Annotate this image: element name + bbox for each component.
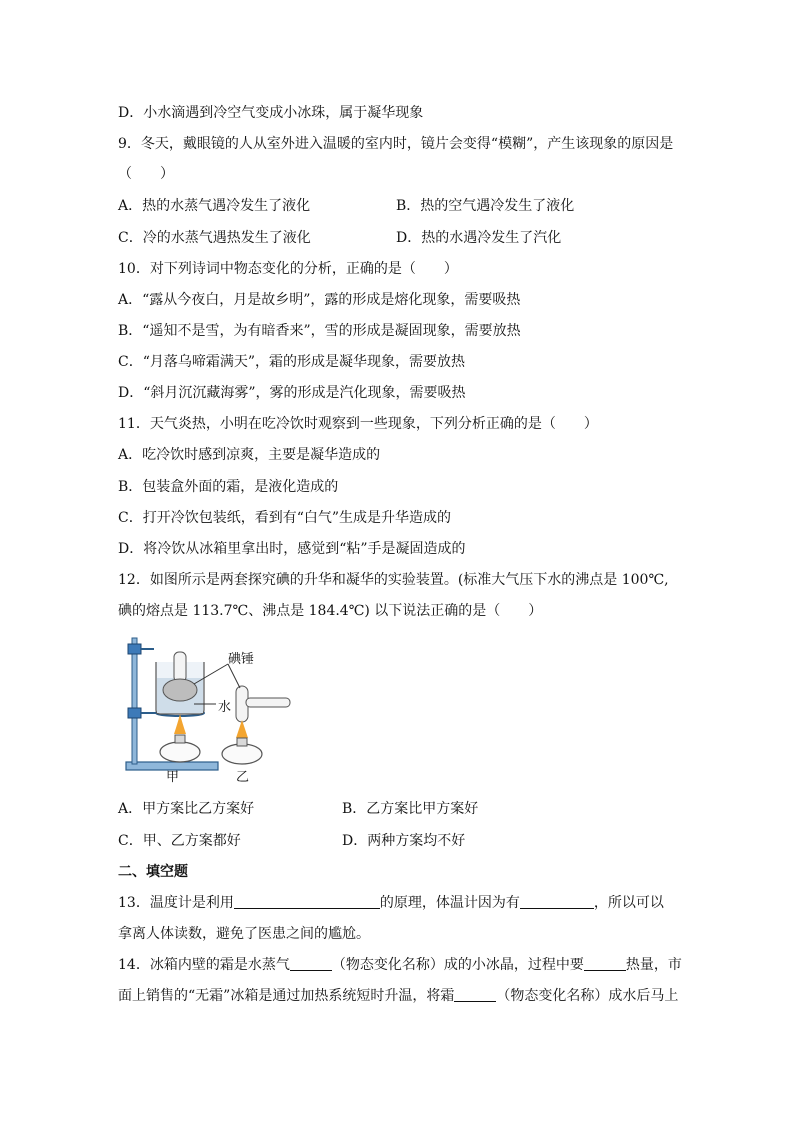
q9-option-c: C．冷的水蒸气遇热发生了液化 xyxy=(118,230,311,246)
iodine-hammer-bulb xyxy=(163,679,197,701)
q13-line1 xyxy=(118,893,664,913)
q14-blank-3 xyxy=(454,987,496,1002)
q13-part1: 13．温度计是利用 xyxy=(118,895,234,911)
q12-stem-line2: 碘的熔点是 113.7℃、沸点是 184.4℃) 以下说法正确的是（ ） xyxy=(118,603,543,619)
q12-option-b: B．乙方案比甲方案好 xyxy=(342,801,479,817)
q9-option-a: A．热的水蒸气遇冷发生了液化 xyxy=(118,198,311,214)
top-clamp xyxy=(128,644,141,654)
q14-part1: 14．冰箱内壁的霜是水蒸气 xyxy=(118,957,290,973)
q14-line2-part1: 面上销售的“无霜”冰箱是通过加热系统短时升温，将霜 xyxy=(118,988,455,1004)
label-water: 水 xyxy=(218,700,232,715)
q14-part3: 热量，市 xyxy=(625,957,682,973)
q13-line2: 拿离人体读数，避免了医患之间的尴尬。 xyxy=(118,926,370,942)
q12-option-c: C．甲、乙方案都好 xyxy=(118,833,241,849)
q14-line2-part2: （物态变化名称）成水后马上 xyxy=(496,988,679,1004)
label-jia: 甲 xyxy=(166,770,180,785)
q12-stem-line1: 12．如图所示是两套探究碘的升华和凝华的实验装置。(标准大气压下水的沸点是 100℃, xyxy=(118,572,669,588)
q14-blank-1 xyxy=(290,956,332,971)
flame-right xyxy=(236,720,248,738)
lamp-neck-right xyxy=(237,738,247,746)
label-iodine-hammer: 碘锤 xyxy=(228,652,255,667)
q10-option-a: A．“露从今夜白，月是故乡明”，露的形成是熔化现象，需要吸热 xyxy=(118,292,521,308)
q9-option-d: D．热的水遇冷发生了汽化 xyxy=(396,230,562,246)
q11-stem: 11．天气炎热，小明在吃冷饮时观察到一些现象，下列分析正确的是（ ） xyxy=(118,416,598,432)
q12-option-d: D．两种方案均不好 xyxy=(342,833,466,849)
q12-option-a: A．甲方案比乙方案好 xyxy=(118,801,255,817)
q14-blank-2 xyxy=(584,956,626,971)
apparatus-figure xyxy=(118,634,298,784)
q13-part3: ，所以可以 xyxy=(593,895,664,911)
lamp-neck-left xyxy=(175,735,185,743)
pointer-iodine-right xyxy=(228,664,240,688)
q9-stem-line2: （ ） xyxy=(118,166,174,182)
q13-part2: 的原理，体温计因为有 xyxy=(379,895,520,911)
q11-option-d: D．将冷饮从冰箱里拿出时，感觉到“粘”手是凝固造成的 xyxy=(118,541,466,557)
section-title: 二、填空题 xyxy=(118,864,188,880)
q10-option-b: B．“遥知不是雪，为有暗香来”，雪的形成是凝固现象，需要放热 xyxy=(118,323,521,339)
q14-part2: （物态变化名称）成的小冰晶，过程中要 xyxy=(331,957,584,973)
label-yi: 乙 xyxy=(236,770,250,785)
apparatus-drawing xyxy=(118,634,298,784)
q10-option-c: C．“月落乌啼霜满天”，霜的形成是凝华现象，需要放热 xyxy=(118,354,466,370)
q11-option-a: A．吃冷饮时感到凉爽，主要是凝华造成的 xyxy=(118,447,381,463)
q8-option-d: D．小水滴遇到冷空气变成小冰珠，属于凝华现象 xyxy=(118,105,424,121)
stand-rod xyxy=(132,638,137,764)
q11-option-b: B．包装盒外面的霜，是液化造成的 xyxy=(118,479,339,495)
q9-option-b: B．热的空气遇冷发生了液化 xyxy=(396,198,575,214)
q11-option-c: C．打开冷饮包装纸，看到有“白气”生成是升华造成的 xyxy=(118,510,452,526)
alcohol-lamp-right xyxy=(222,744,262,764)
q14-line1 xyxy=(118,955,682,975)
flame-left xyxy=(174,714,186,734)
ring-clamp xyxy=(128,708,141,718)
iodine-tube-top xyxy=(174,652,186,682)
alcohol-lamp-left xyxy=(160,742,200,762)
q13-blank-2 xyxy=(520,894,594,909)
q13-blank-1 xyxy=(234,894,380,909)
q10-option-d: D．“斜月沉沉藏海雾”，雾的形成是汽化现象，需要吸热 xyxy=(118,385,466,401)
iodine-hammer-arm xyxy=(246,698,290,707)
q9-stem-line1: 9．冬天，戴眼镜的人从室外进入温暖的室内时，镜片会变得“模糊”，产生该现象的原因是 xyxy=(118,136,674,152)
q14-line2 xyxy=(118,986,678,1006)
q10-stem: 10．对下列诗词中物态变化的分析，正确的是（ ） xyxy=(118,261,458,277)
